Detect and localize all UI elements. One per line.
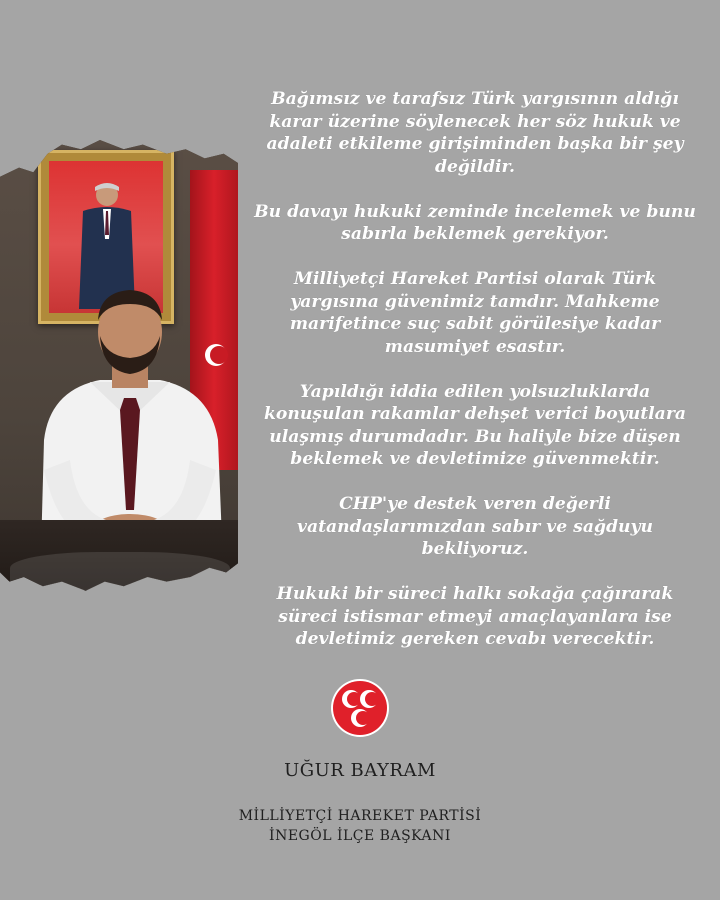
mhp-three-crescents-logo-icon bbox=[330, 678, 390, 738]
signature-title: İNEGÖL İLÇE BAŞKANI bbox=[269, 828, 451, 844]
statement-paragraph-6: Hukuki bir süreci halkı sokağa çağırarak süreci istismar etmeyi amaçlayanlara ise devletimiz gereken cevabı verecektir. bbox=[276, 584, 674, 649]
statement-paragraph-2: Bu davayı hukuki zeminde incelemek ve bunu sabırla beklemek gerekiyor. bbox=[254, 201, 696, 244]
statement-text bbox=[240, 88, 710, 673]
statement-paragraph-5: CHP'ye destek veren değerli vatandaşlarımızdan sabır ve sağduyu bekliyoruz. bbox=[296, 494, 654, 559]
statement-paragraph-3: Milliyetçi Hareket Partisi olarak Türk yargısına güvenimiz tamdır. Mahkeme marifetince suç sabit görülesiye kadar masumiyet esastır. bbox=[289, 269, 661, 357]
statement-paragraph-4: Yapıldığı iddia edilen yolsuzluklarda konuşulan rakamlar dehşet verici boyutlara ulaşmış durumdadır. Bu haliyle bize düşen beklemek ve devletimize güvenmektir. bbox=[263, 381, 687, 469]
statement-paragraph-1: Bağımsız ve tarafsız Türk yargısının aldığı karar üzerine söylenecek her söz hukuk ve adaleti etkileme girişiminden başka bir şey değildir. bbox=[266, 89, 684, 177]
desk bbox=[0, 520, 238, 600]
portrait-photo bbox=[0, 140, 238, 600]
signature-name: UĞUR BAYRAM bbox=[284, 760, 436, 781]
signature-party: MİLLİYETÇİ HAREKET PARTİSİ bbox=[238, 808, 482, 824]
